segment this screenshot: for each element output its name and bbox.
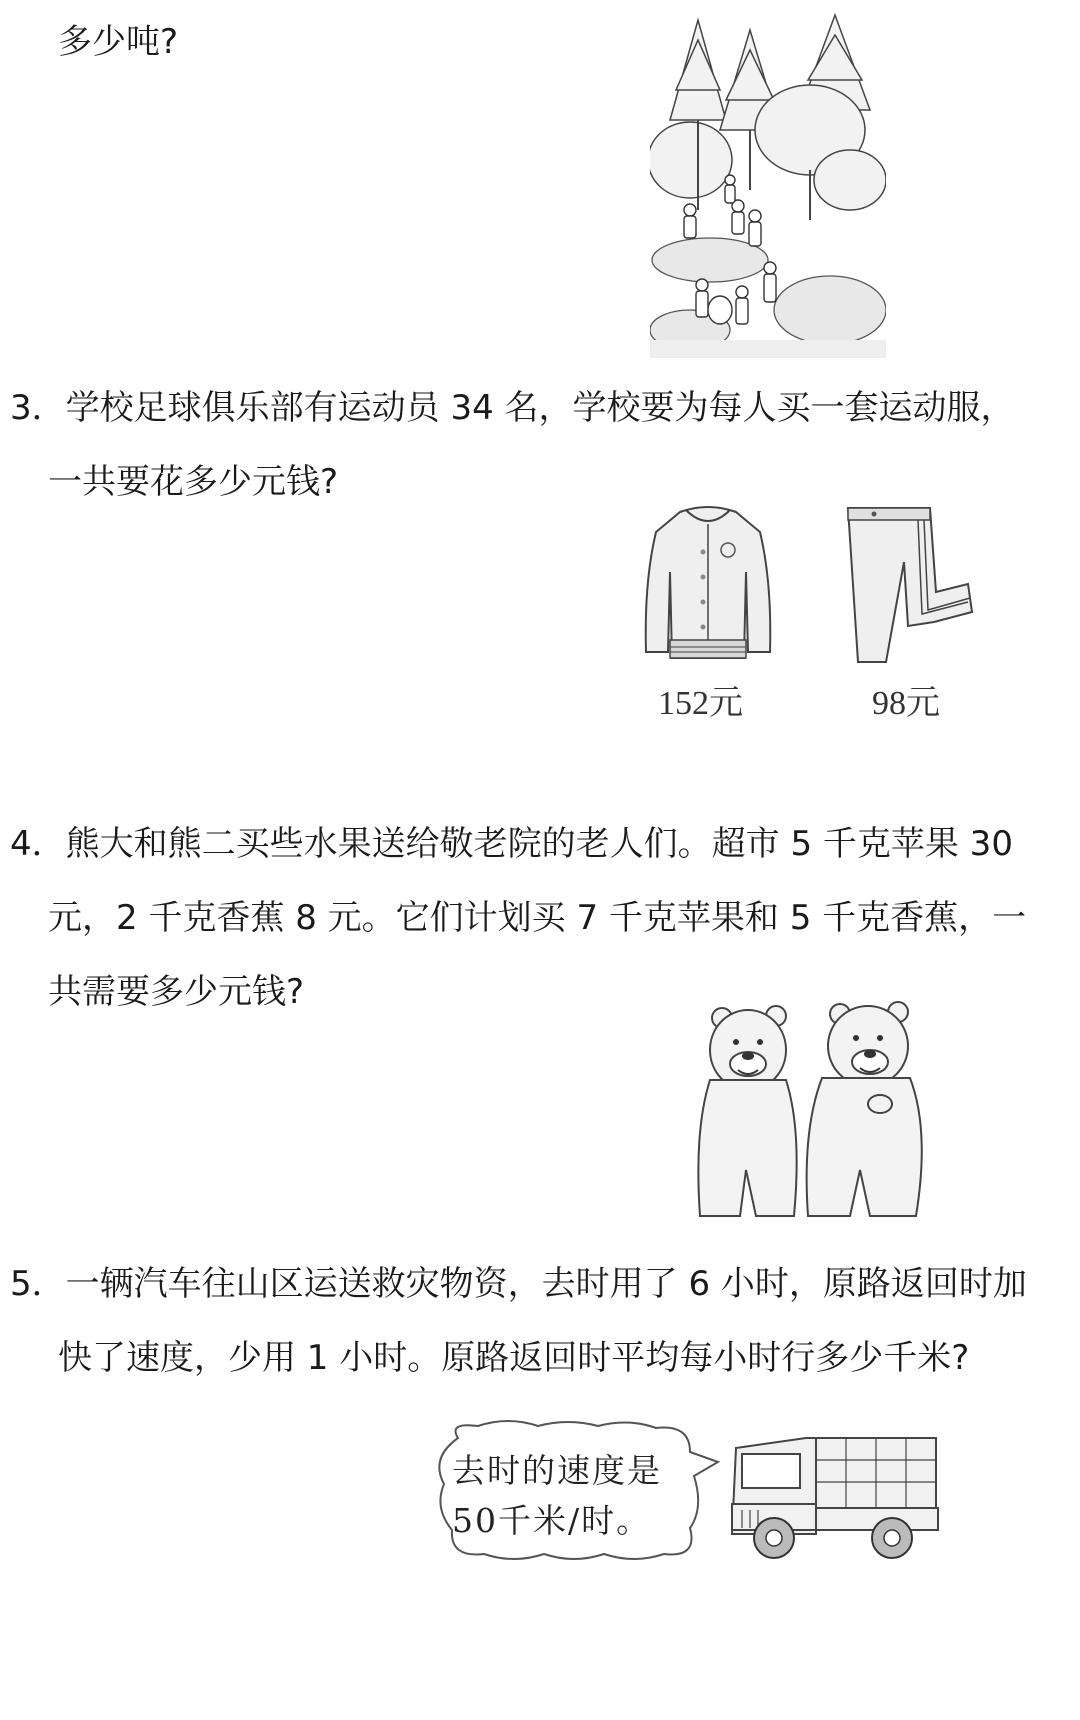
truck-illustration	[722, 1424, 942, 1564]
bears-illustration	[690, 1000, 940, 1224]
q5-text-line2: 快了速度，少用 1 小时。原路返回时平均每小时行多少千米?	[58, 1338, 970, 1378]
q4-text-line2: 元，2 千克香蕉 8 元。它们计划买 7 千克苹果和 5 千克香蕉，一	[48, 898, 1027, 938]
q5-text-line1: 5．一辆汽车往山区运送救灾物资，去时用了 6 小时，原路返回时加	[10, 1264, 1027, 1304]
q4-text-line3: 共需要多少元钱?	[48, 972, 305, 1012]
jacket-illustration	[640, 502, 776, 666]
q3-text-line1: 3．学校足球俱乐部有运动员 34 名，学校要为每人买一套运动服，	[10, 388, 1015, 428]
q3-text-line2: 一共要花多少元钱?	[48, 462, 339, 502]
pants-price: 98元	[872, 685, 940, 722]
jacket-price: 152元	[658, 685, 743, 722]
bubble-line1: 去时的速度是	[452, 1451, 662, 1490]
forest-cleanup-illustration	[650, 10, 886, 358]
bubble-line2: 50千米/时。	[452, 1501, 652, 1540]
pants-illustration	[838, 502, 978, 666]
q4-text-line1: 4．熊大和熊二买些水果送给敬老院的老人们。超市 5 千克苹果 30	[10, 824, 1013, 864]
q2-text-tail: 多少吨?	[58, 22, 179, 62]
